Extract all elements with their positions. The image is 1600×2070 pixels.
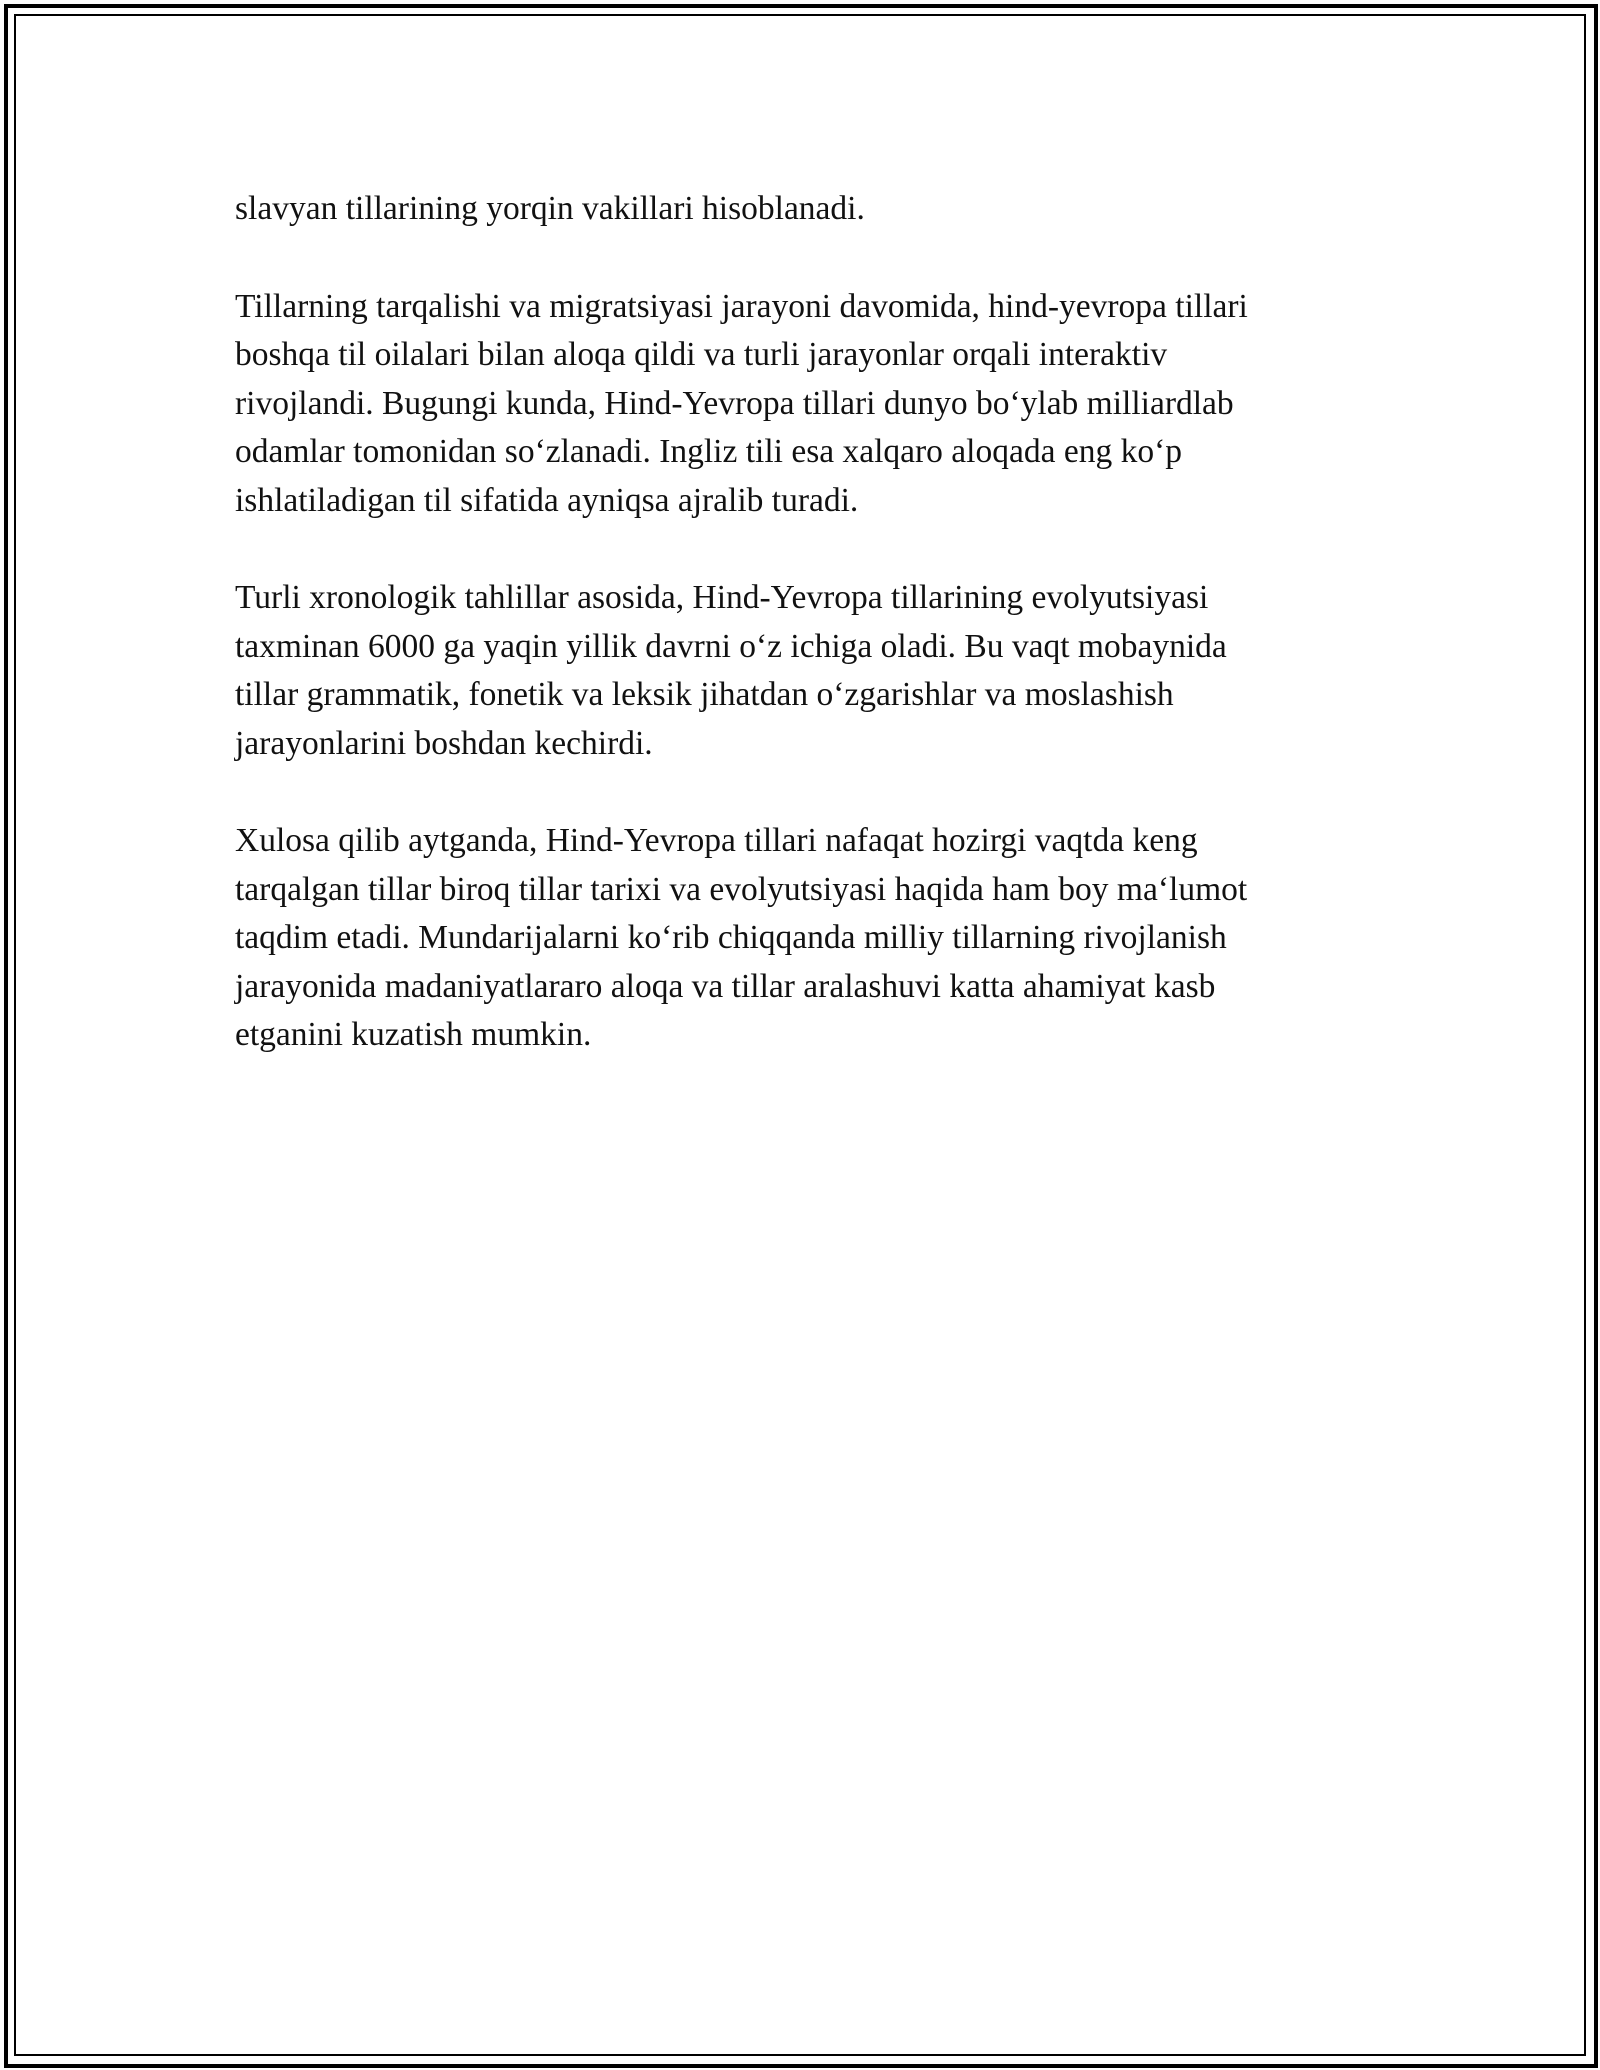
text-line: jarayonlarini boshdan kechirdi. xyxy=(235,724,653,762)
text-line: ishlatiladigan til sifatida ayniqsa ajralib turadi. xyxy=(235,481,859,519)
text-line: etganini kuzatish mumkin. xyxy=(235,1016,592,1053)
text-line: jarayonida madaniyatlararo aloqa va tillar aralashuvi katta ahamiyat kasb xyxy=(235,967,1216,1005)
text-line: taqdim etadi. Mundarijalarni ko‘rib chiqqanda milliy tillarning rivojlanish xyxy=(235,919,1227,956)
text-line: taxminan 6000 ga yaqin yillik davrni o‘z ichiga oladi. Bu vaqt mobaynida xyxy=(235,627,1227,665)
text-line: boshqa til oilalari bilan aloqa qildi va turli jarayonlar orqali interaktiv xyxy=(235,336,1168,373)
paragraph-3 xyxy=(235,574,1365,768)
text-line: tillar grammatik, fonetik va leksik jihatdan o‘zgarishlar va moslashish xyxy=(235,676,1174,713)
paragraph-1 xyxy=(235,185,1365,234)
document-body xyxy=(235,185,1365,1109)
text-line: Xulosa qilib aytganda, Hind-Yevropa tillari nafaqat hozirgi vaqtda keng xyxy=(235,822,1198,859)
text-line: Turli xronologik tahlillar asosida, Hind-Yevropa tillarining evolyutsiyasi xyxy=(235,579,1209,616)
paragraph-4 xyxy=(235,817,1365,1060)
text-line: slavyan tillarining yorqin vakillari hisoblanadi. xyxy=(235,190,865,227)
text-line: Tillarning tarqalishi va migratsiyasi jarayoni davomida, hind-yevropa tillari xyxy=(235,287,1248,325)
text-line: tarqalgan tillar biroq tillar tarixi va evolyutsiyasi haqida ham boy ma‘lumot xyxy=(235,870,1248,908)
text-line: odamlar tomonidan so‘zlanadi. Ingliz tili esa xalqaro aloqada eng ko‘p xyxy=(235,433,1182,470)
text-line: rivojlandi. Bugungi kunda, Hind-Yevropa tillari dunyo bo‘ylab milliardlab xyxy=(235,384,1234,422)
paragraph-2 xyxy=(235,283,1365,526)
